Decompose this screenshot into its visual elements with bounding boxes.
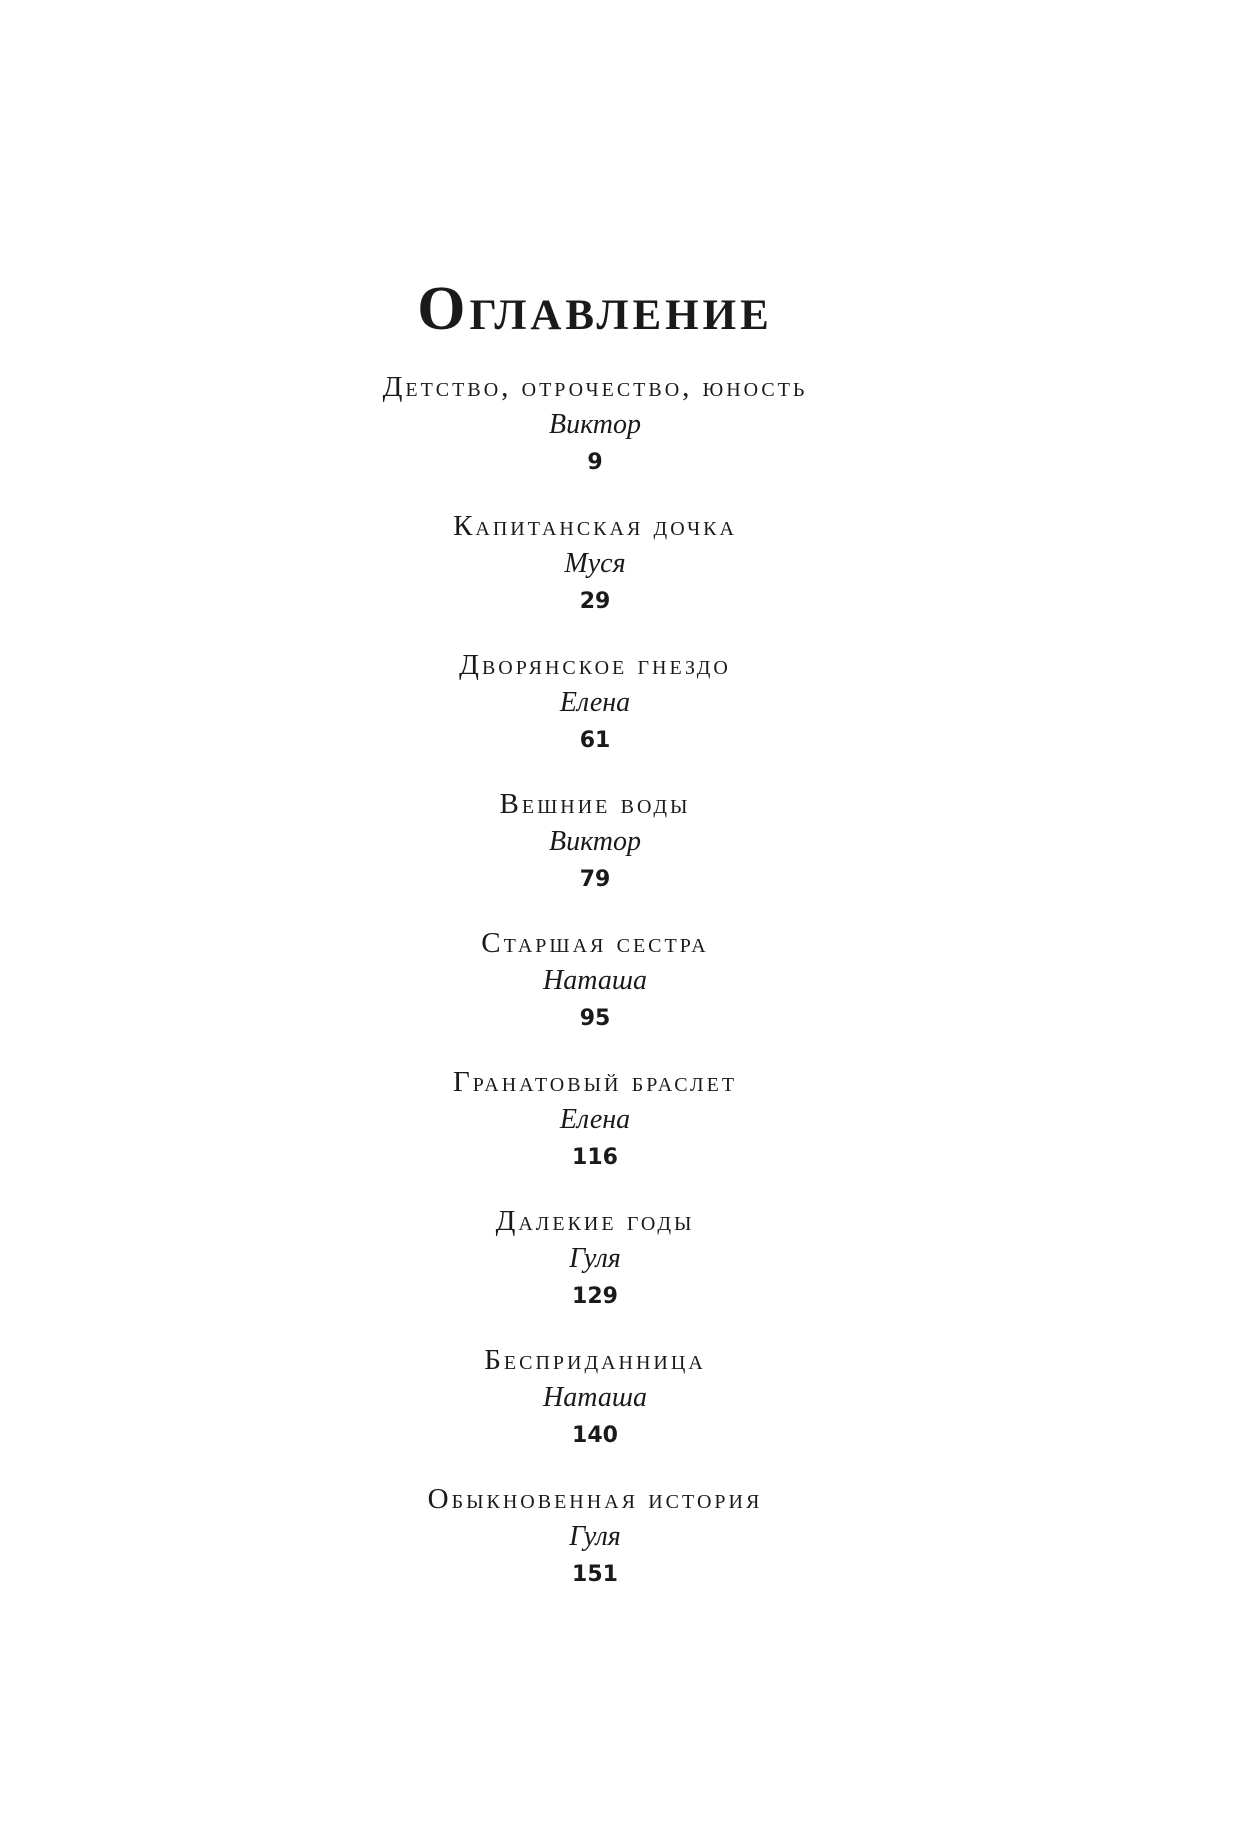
entry-author: Наташа <box>543 1382 647 1413</box>
toc-entry <box>0 646 1190 785</box>
entry-title: Капитанская дочка <box>453 510 737 542</box>
entry-page-number: 9 <box>587 450 603 475</box>
entry-author: Виктор <box>548 826 642 857</box>
entry-page-number: 61 <box>579 728 611 753</box>
entry-author: Гуля <box>569 1243 621 1274</box>
entry-title: Далекие годы <box>495 1205 695 1237</box>
entry-author: Елена <box>559 1104 631 1135</box>
entry-page-number: 129 <box>572 1284 618 1309</box>
page-title: Оглавление <box>417 274 773 343</box>
entry-title: Обыкновенная история <box>427 1483 763 1515</box>
entry-page-number: 79 <box>579 867 611 892</box>
toc-entry <box>0 1480 1190 1619</box>
entry-author: Наташа <box>543 965 647 996</box>
toc-entry <box>0 1202 1190 1341</box>
toc-entry <box>0 507 1190 646</box>
table-of-contents <box>0 368 1190 1619</box>
entry-page-number: 95 <box>579 1006 611 1031</box>
entry-title: Детство, отрочество, юность <box>382 371 808 403</box>
toc-entry <box>0 785 1190 924</box>
entry-author: Гуля <box>569 1521 621 1552</box>
toc-entry <box>0 1063 1190 1202</box>
entry-page-number: 151 <box>572 1562 618 1587</box>
entry-title: Бесприданница <box>484 1344 706 1376</box>
entry-author: Муся <box>564 548 626 579</box>
toc-entry <box>0 368 1190 507</box>
entry-page-number: 29 <box>579 589 611 614</box>
entry-author: Виктор <box>548 409 642 440</box>
entry-title: Гранатовый браслет <box>452 1066 738 1098</box>
entry-page-number: 140 <box>572 1423 618 1448</box>
entry-author: Елена <box>559 687 631 718</box>
entry-title: Вешние воды <box>499 788 691 820</box>
entry-title: Дворянское гнездо <box>459 649 731 681</box>
entry-page-number: 116 <box>572 1145 618 1170</box>
toc-entry <box>0 924 1190 1063</box>
toc-entry <box>0 1341 1190 1480</box>
entry-title: Старшая сестра <box>481 927 709 959</box>
